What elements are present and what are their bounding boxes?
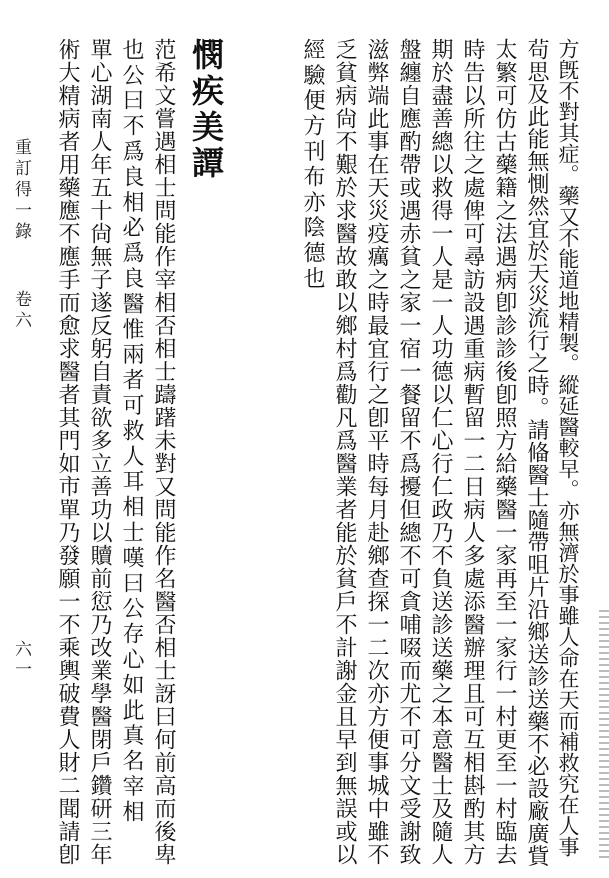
text-column: 方旣不對其症。藥又不能道地精製。縱延醫較早。亦無濟於事雖人命在天而補救究在人事: [556, 38, 580, 857]
text-column: 時告以所往之處俾可尋訪設遇重病暫留一二日病人多處添醫辦理且可互相斟酌其方: [460, 38, 485, 866]
text-column: 范希文嘗遇相士問能作宰相否相士躊躇未對又問能作名醫否相士訝曰何前高而後卑: [151, 38, 176, 866]
text-column: 術大精病者用藥應不應手而愈求醫者其門如市單乃發願一不乘輿破費人財二聞請卽: [55, 38, 80, 866]
text-column: 期於盡善總以救得一人是一人功德以仁心行仁政乃不負送診送藥之本意醫士及隨人: [428, 38, 453, 866]
text-column: 乏貧病尙不艱於求醫故敢以鄉村爲勸凡爲醫業者能於貧戶不計謝金且早到無誤或以: [332, 38, 357, 866]
page-number: 六一: [11, 640, 31, 680]
text-column: 滋弊端此事在天災疫癘之時最宜行之卽平時每月赴鄉查探一二次亦方便事城中雖不: [364, 38, 389, 866]
page-edge-texture: [599, 610, 609, 860]
running-title: 重訂得一錄: [11, 138, 31, 243]
text-column: 經驗便方刊布亦陰德也: [300, 38, 325, 292]
section-title: 憫疾美譚: [187, 38, 225, 182]
text-column: 茍思及此能無惻然宜於天災流行之時。請偹醫士隨帶咀片沿鄉送診送藥不必設廠廣貲: [524, 38, 549, 867]
text-column: 太繁可仿古藥籍之法遇病卽診診後卽照方給藥醫一家再至一家行一村更至一村臨去: [492, 38, 517, 866]
text-column: 盤纏自應酌帶或遇赤貧之家一宿一餐留不爲擾但總不可貪哺啜而尤不可分文受謝致: [396, 38, 421, 866]
volume-label: 卷六: [11, 290, 31, 332]
text-column: 單心湖南人年五十尙無子遂反躬自責欲多立善功以贖前愆乃改業學醫閉戶鑽研三年: [87, 38, 112, 866]
text-column: 也公曰不爲良相必爲良醫惟兩者可救人耳相士嘆曰公存心如此真名宰相: [119, 38, 144, 826]
